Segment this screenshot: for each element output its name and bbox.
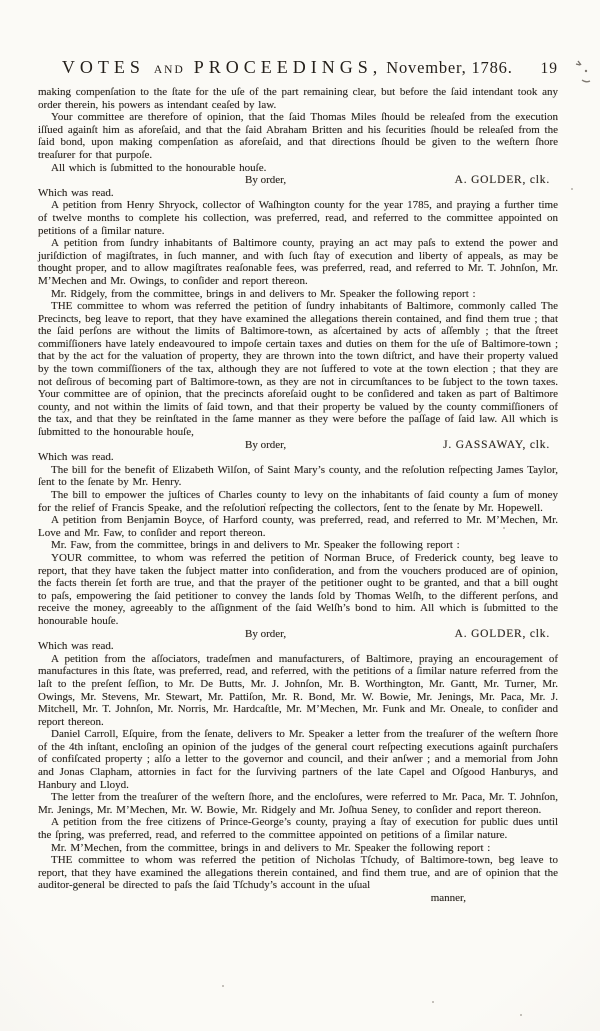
paper-speck xyxy=(571,188,573,190)
paragraph: A petition from Benjamin Boyce, of Harford county, was preferred, read, and referred to Mr. M’Mechen, Mr. Love and Mr. Faw, to conſider and report thereon. xyxy=(38,514,558,539)
paragraph: Which was read. xyxy=(38,186,114,199)
clerk-signature: A. GOLDER, clk. xyxy=(454,174,550,187)
by-order-label: By order, xyxy=(245,174,287,187)
paper-speck xyxy=(264,503,266,505)
paragraph: Which was read. xyxy=(38,451,114,464)
paragraph: THE committee to whom was referred the petition of Nicholas Tſchudy, of Baltimore-town, beg leave to report, that they have examined the allegations therein contained, and find them true, and are of opinion that the auditor-general be directed to paſs the ſaid Tſchudy’s account in the uſual xyxy=(38,854,558,892)
paper-speck xyxy=(531,472,533,474)
paragraph: Which was read. xyxy=(38,640,114,653)
running-title-connector: AND xyxy=(153,64,185,76)
signature-line xyxy=(38,174,558,187)
by-order-label: By order, xyxy=(245,627,287,640)
signature-line xyxy=(38,628,558,641)
page-number: 19 xyxy=(540,60,558,77)
catchword-text: manner, xyxy=(430,892,466,904)
signature-line xyxy=(38,439,558,452)
paragraph: THE committee to whom was referred the petition of ſundry inhabitants of Baltimore, commonly called The Precincts, beg leave to report, that they have examined the allegations therein contained, and find them true ; that the ſaid perſons are without the limits of Baltimore-town, as aſcertained by acts of aſſembly ; that the ſtreet commiſſioners have lately endeavoured to impoſe certain taxes and duties on them for the uſe of Baltimore-town ; that by the act for the valuation of property, they are thrown into the town diſtrict, and have their property valued by the town commiſſioners of the tax, although they are not ſuffered to vote at the town election ; that they are not deſirous of becoming part of Baltimore-town, as they are not in circumſtances to be ſubject to the town taxes. Your committee are of opinion, that the precincts aforeſaid ought to be conſidered and taken as part of Baltimore county, and not within the limits of ſaid town, and that their property be valued by the county commiſſioners of the tax, and that they be reinſtated in the ſame manner as they were before the paſſage of ſaid law. All which is ſubmitted to the honourable houſe, xyxy=(38,300,558,439)
paragraph: All which is ſubmitted to the honourable houſe. xyxy=(51,161,267,174)
running-title-word-proceedings: PROCEEDINGS, xyxy=(193,57,383,77)
paragraph: Your committee are therefore of opinion, that the ſaid Thomas Miles ſhould be releaſed from the execution iſſued againſt him as aforeſaid, and that the ſaid Abraham Britten and his ſecurities ſhould be releaſed from the ſaid bond, upon making compenſation as aforeſaid, and that directions ſhould be given to the weſtern ſhore treaſurer for that purpoſe. xyxy=(38,111,558,161)
paragraph: A petition from the free citizens of Prince-George’s county, praying a ſtay of execution for public dues until the ſpring, was preferred, read, and referred to the committee appointed on petitions of a ſimilar nature. xyxy=(38,816,558,842)
paper-speck xyxy=(222,985,224,987)
text-block xyxy=(38,86,558,905)
paragraph: The bill for the benefit of Elizabeth Wilſon, of Saint Mary’s county, and the reſolution reſpecting James Taylor, ſent to the ſenate by Mr. Henry. xyxy=(38,463,558,489)
paragraph: Mr. M’Mechen, from the committee, brings in and delivers to Mr. Speaker the following report : xyxy=(51,841,491,854)
paragraph: The bill to empower the juſtices of Charles county to levy on the inhabitants of ſaid county a ſum of money for the relief of Francis Speake, and the reſolution reſpecting the collectors, ſent to the ſenate by Mr. Hopewell. xyxy=(38,489,558,514)
paragraph: The letter from the treaſurer of the weſtern ſhore, and the encloſures, were referred to Mr. Paca, Mr. T. Johnſon, Mr. Jenings, Mr. M’Mechen, Mr. W. Bowie, Mr. Ridgely and Mr. Joſhua Seney, to conſider and report thereon. xyxy=(38,791,558,816)
running-title xyxy=(38,57,537,78)
paragraph: YOUR committee, to whom was referred the petition of Norman Bruce, of Frederick county, beg leave to report, that they have taken the ſubject matter into conſideration, and from the vouchers produced are of opinion, the facts therein ſet forth are true, and that the prayer of the petitioner ought to be granted, and that a bill ought to paſs, empowering the ſaid petitioner to convey the lands ſold by Thomas Welſh, to the different perſons, and receive the money, agreeably to the aſſignment of the ſaid Welſh’s bond to him. All which is ſubmitted to the honourable houſe. xyxy=(38,551,558,627)
paper-speck xyxy=(344,470,347,472)
paragraph: Daniel Carroll, Eſquire, from the ſenate, delivers to Mr. Speaker a letter from the treaſurer of the weſtern ſhore of the 4th inſtant, encloſing an opinion of the judges of the general court reſpecting executions againſt purchaſers of confiſcated property ; alſo a letter to the governor and council, and their anſwer ; and a memorial from John and Jonas Clapham, attornies in fact for the ſurviving partners of the late Capel and Oſgood Hanburys, and Hanbury and Lloyd. xyxy=(38,728,558,791)
paper-speck xyxy=(432,1001,434,1003)
ink-smudge-mark xyxy=(572,58,598,90)
paragraph: A petition from ſundry inhabitants of Baltimore county, praying an act may paſs to extend the power and juriſdiction of magiſtrates, in ſuch manner, and with ſuch ſtay of execution and liberty of appeals, as may be thought proper, and to allow magiſtrates reaſonable fees, was preferred, read, and referred to Mr. T. Johnſon, Mr. M’Mechen and Mr. Owings, to conſider and report thereon. xyxy=(38,237,558,287)
running-title-date: November, 1786. xyxy=(386,58,513,77)
paper-speck xyxy=(520,1014,522,1016)
paragraph: A petition from Henry Shryock, collector of Waſhington county for the year 1785, and praying a further time of twelve months to complete his collection, was preferred, read, and referred to the committee appointed on petitions of a ſimilar nature. xyxy=(38,199,558,237)
catchword xyxy=(38,892,558,905)
by-order-label: By order, xyxy=(245,438,287,451)
paragraph: Mr. Faw, from the committee, brings in and delivers to Mr. Speaker the following report : xyxy=(51,539,460,552)
clerk-signature: A. GOLDER, clk. xyxy=(454,627,550,640)
page-header xyxy=(38,57,558,78)
paragraph: A petition from the aſſociators, tradeſmen and manufacturers, of Baltimore, praying an encouragement of manufactures in this ſtate, was preferred, read, and referred, with the petitions of a ſimilar nature referred from the laſt to the preſent ſeſſion, to Mr. De Butts, Mr. J. Johnſon, Mr. B. Worthington, Mr. Gantt, Mr. Turner, Mr. Owings, Mr. Stevens, Mr. Stewart, Mr. Pattiſon, Mr. R. Bond, Mr. W. Bowie, Mr. Jenings, Mr. Paca, Mr. J. Mitchell, Mr. T. Johnſon, Mr. Norris, Mr. Hardcaſtle, Mr. M’Mechen, Mr. Funk and Mr. Oneale, to conſider and report thereon. xyxy=(38,652,558,728)
paper-speck xyxy=(503,527,505,529)
clerk-signature: J. GASSAWAY, clk. xyxy=(443,438,550,451)
running-title-word-votes: VOTES xyxy=(61,57,145,77)
paragraph: Mr. Ridgely, from the committee, brings in and delivers to Mr. Speaker the following report : xyxy=(51,287,476,300)
paragraph: making compenſation to the ſtate for the uſe of the part remaining clear, but before the ſaid intendant took any order therein, his powers as intendant ceaſed by law. xyxy=(38,86,558,111)
